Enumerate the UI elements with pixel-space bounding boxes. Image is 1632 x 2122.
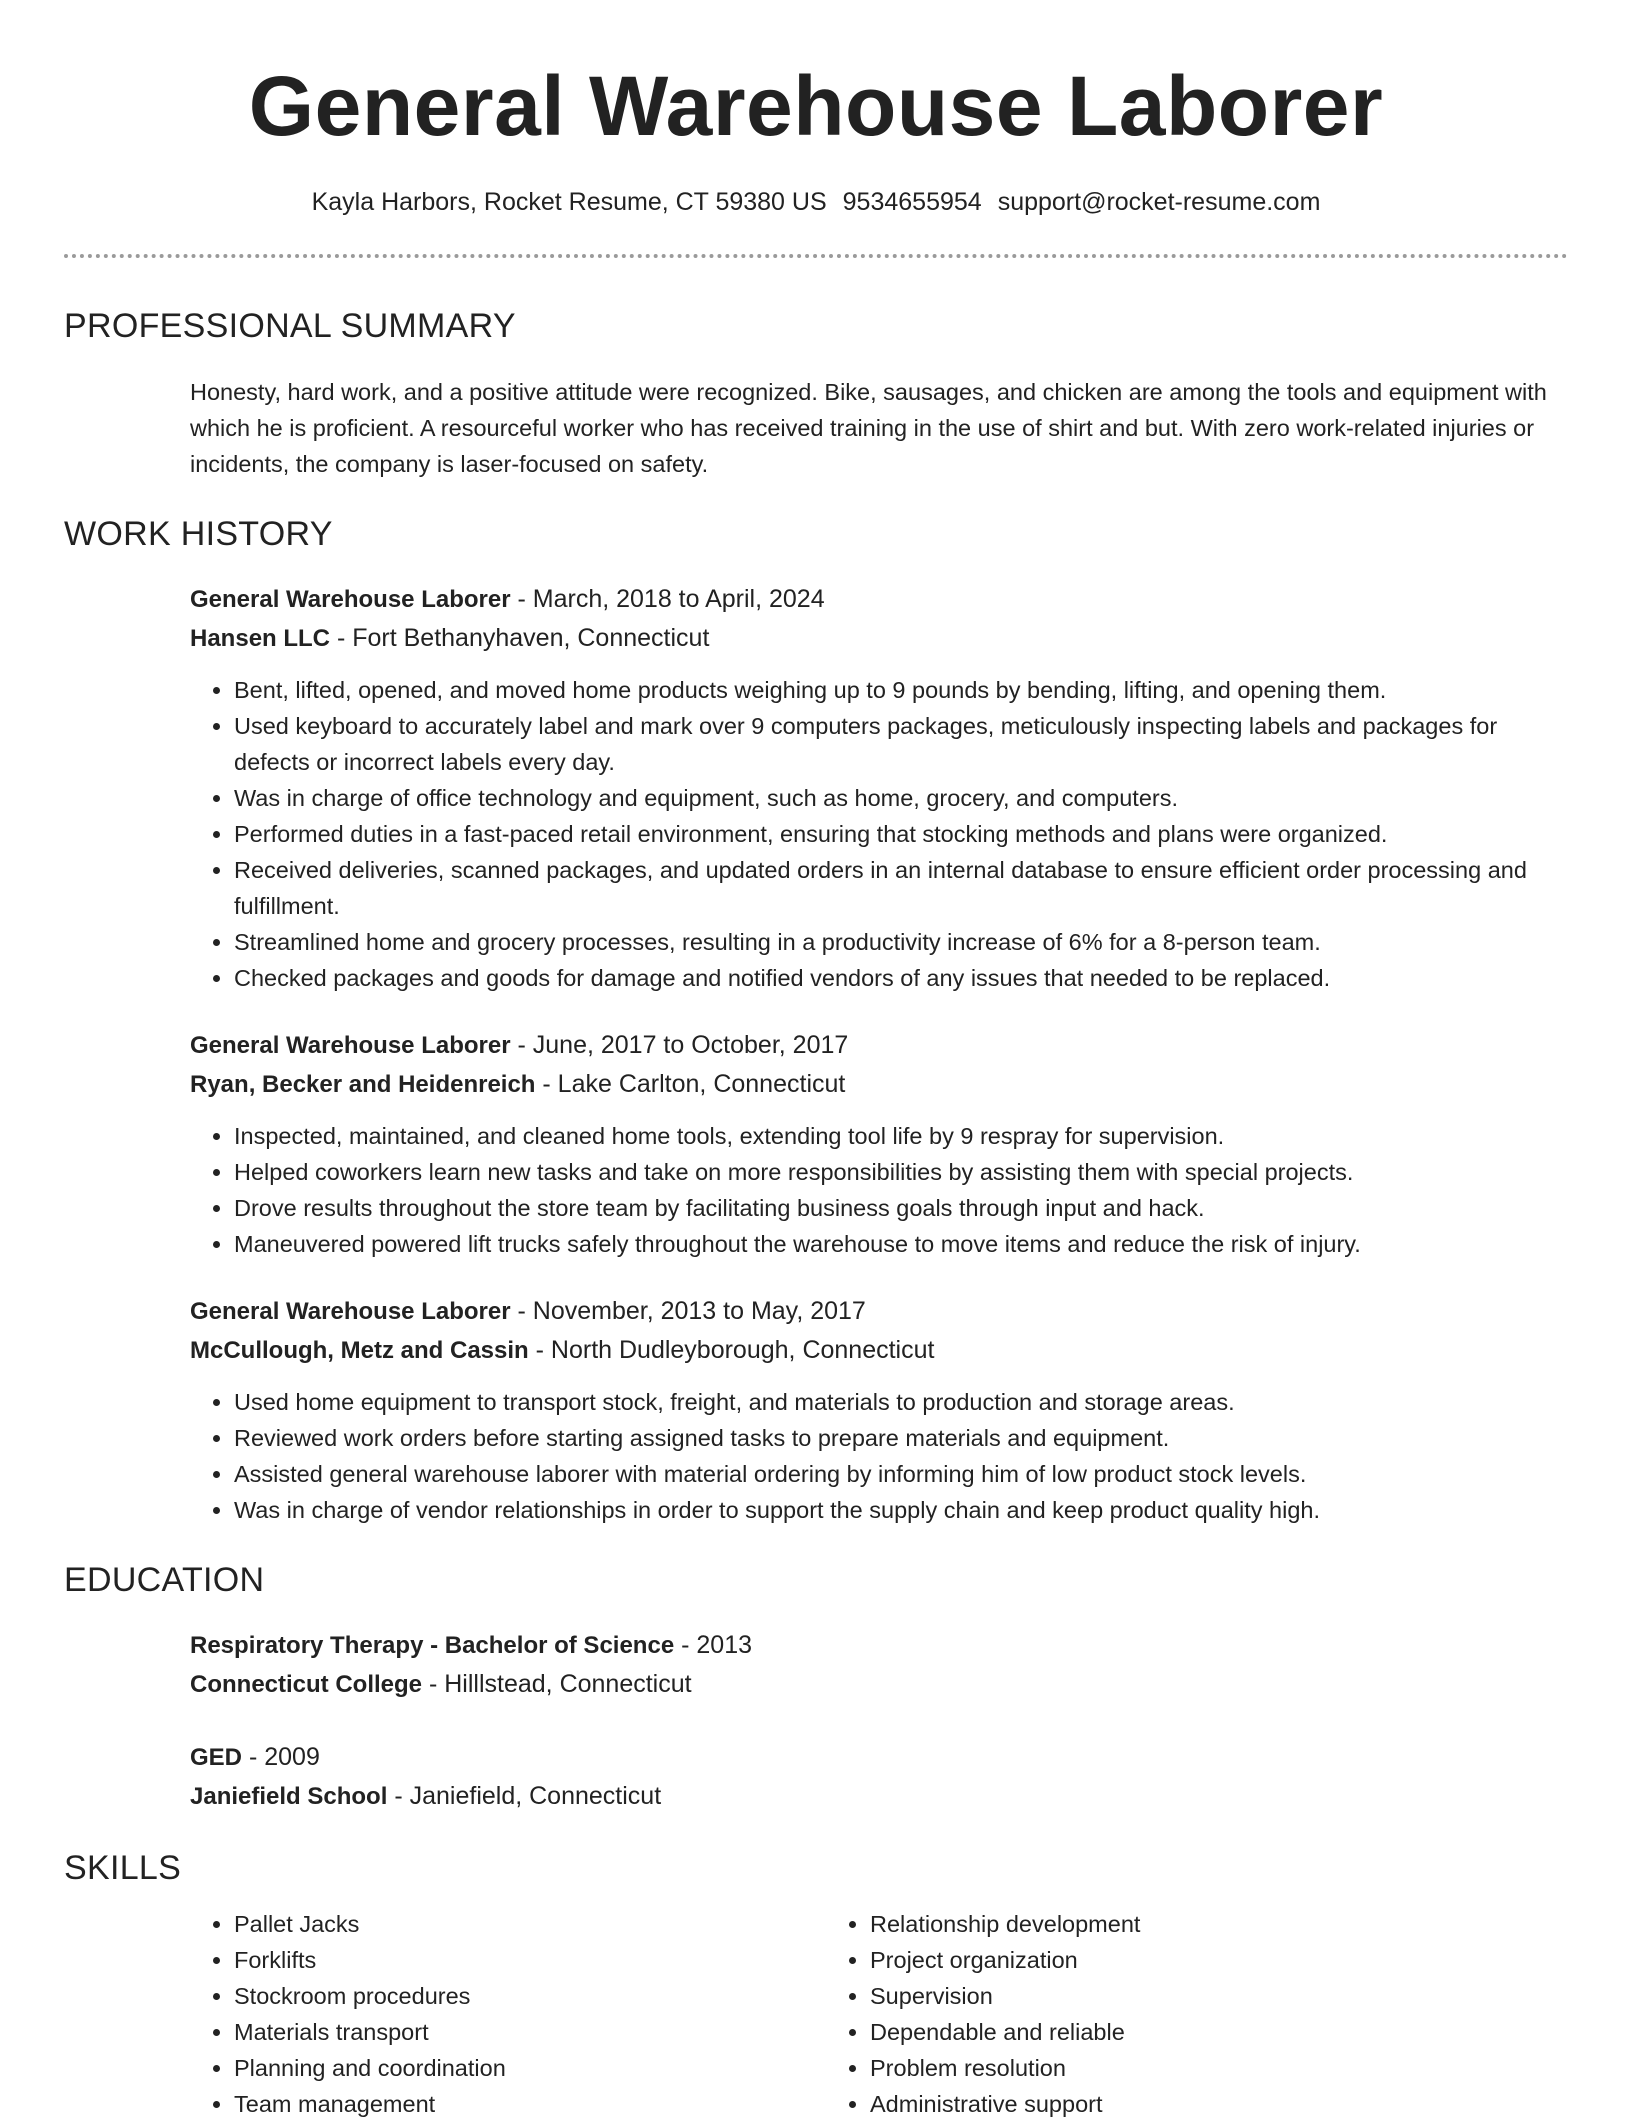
summary-section <box>64 304 1568 482</box>
summary-text: Honesty, hard work, and a positive attitude were recognized. Bike, sausages, and chicken are among the tools and equipment with which he is proficient. A resourceful worker who has received training in the use of shirt and but. With zero work-related injuries or incidents, the company is laser-focused on safety. <box>190 379 1547 477</box>
school: Connecticut College <box>190 1671 423 1698</box>
list-item: • Forklifts <box>234 1942 826 1978</box>
list-item: • Received deliveries, scanned packages, and updated orders in an internal database to ensure efficient order processing and fulfillment. <box>234 852 1568 924</box>
list-item: • Was in charge of office technology and equipment, such as home, grocery, and computers. <box>234 780 1568 816</box>
job-title-line <box>190 1292 1568 1331</box>
list-item: • Pallet Jacks <box>234 1906 826 1942</box>
list-item: • Administrative support <box>870 2086 1462 2122</box>
degree-line <box>190 1738 1568 1777</box>
school-line <box>190 1777 1568 1816</box>
contact-address: Kayla Harbors, Rocket Resume, CT 59380 US <box>311 188 827 216</box>
list-item: • Relationship development <box>870 1906 1462 1942</box>
degree-line <box>190 1626 1568 1665</box>
education-entry-2 <box>64 1738 1568 1816</box>
contact-email: support@rocket-resume.com <box>997 188 1321 216</box>
degree-year: - 2013 <box>674 1631 753 1659</box>
list-item: • Planning and coordination <box>234 2050 826 2086</box>
list-item: • Assisted general warehouse laborer with material ordering by informing him of low product stock levels. <box>234 1456 1568 1492</box>
school-location: - Hilllstead, Connecticut <box>422 1670 692 1698</box>
job-title: General Warehouse Laborer <box>190 586 511 613</box>
job-entry-2 <box>64 1026 1568 1262</box>
list-item: • Used home equipment to transport stock, freight, and materials to production and storage areas. <box>234 1384 1568 1420</box>
skills-section <box>64 1846 1568 2122</box>
list-item: • Reviewed work orders before starting assigned tasks to prepare materials and equipment. <box>234 1420 1568 1456</box>
list-item: • Project organization <box>870 1942 1462 1978</box>
degree: GED <box>190 1744 243 1771</box>
job-title-line <box>190 1026 1568 1065</box>
contact-phone: 9534655954 <box>842 188 982 216</box>
job-company-line <box>190 1065 1568 1104</box>
list-item: • Inspected, maintained, and cleaned home tools, extending tool life by 9 respray for supervision. <box>234 1118 1568 1154</box>
degree: Respiratory Therapy - Bachelor of Science <box>190 1632 675 1659</box>
list-item: • Supervision <box>870 1978 1462 2014</box>
job-title: General Warehouse Laborer <box>190 1298 511 1325</box>
list-item: • Maneuvered powered lift trucks safely throughout the warehouse to move items and reduce the risk of injury. <box>234 1226 1568 1262</box>
job-company: Ryan, Becker and Heidenreich <box>190 1071 536 1098</box>
contact-line <box>64 186 1568 218</box>
job-dates: - March, 2018 to April, 2024 <box>510 585 825 613</box>
list-item: • Problem resolution <box>870 2050 1462 2086</box>
job-dates: - June, 2017 to October, 2017 <box>510 1031 849 1059</box>
job-entry-1 <box>64 580 1568 996</box>
job-duties-list <box>190 672 1568 996</box>
degree-year: - 2009 <box>242 1743 320 1771</box>
summary-body <box>64 374 1568 482</box>
list-item: • Used keyboard to accurately label and mark over 9 computers packages, meticulously inspecting labels and packages for defects or incorrect labels every day. <box>234 708 1568 780</box>
list-item: • Streamlined home and grocery processes, resulting in a productivity increase of 6% for a 8-person team. <box>234 924 1568 960</box>
header-divider <box>64 254 1568 258</box>
work-history-heading: WORK HISTORY <box>64 515 333 553</box>
skills-grid <box>190 1906 1568 2122</box>
job-company-line <box>190 1331 1568 1370</box>
list-item: • Helped coworkers learn new tasks and take on more responsibilities by assisting them with special projects. <box>234 1154 1568 1190</box>
summary-heading: PROFESSIONAL SUMMARY <box>64 307 516 345</box>
list-item: • Bent, lifted, opened, and moved home products weighing up to 9 pounds by bending, lifting, and opening them. <box>234 672 1568 708</box>
job-dates: - November, 2013 to May, 2017 <box>510 1297 866 1325</box>
list-item: • Materials transport <box>234 2014 826 2050</box>
school-line <box>190 1665 1568 1704</box>
list-item: • Dependable and reliable <box>870 2014 1462 2050</box>
work-history-section <box>64 512 1568 1528</box>
job-location: - Fort Bethanyhaven, Connecticut <box>330 624 710 652</box>
job-title-line <box>190 580 1568 619</box>
skills-list-left <box>190 1906 826 2122</box>
list-item: • Team management <box>234 2086 826 2122</box>
list-item: • Performed duties in a fast-paced retail environment, ensuring that stocking methods and plans were organized. <box>234 816 1568 852</box>
job-location: - North Dudleyborough, Connecticut <box>528 1336 935 1364</box>
education-heading: EDUCATION <box>64 1561 265 1599</box>
education-section <box>64 1558 1568 1816</box>
list-item: • Was in charge of vendor relationships in order to support the supply chain and keep product quality high. <box>234 1492 1568 1528</box>
job-company-line <box>190 619 1568 658</box>
resume-title: General Warehouse Laborer <box>248 59 1384 153</box>
skills-list-right <box>826 1906 1462 2122</box>
job-title: General Warehouse Laborer <box>190 1032 511 1059</box>
list-item: • Stockroom procedures <box>234 1978 826 2014</box>
list-item: • Checked packages and goods for damage and notified vendors of any issues that needed to be replaced. <box>234 960 1568 996</box>
school-location: - Janiefield, Connecticut <box>387 1782 662 1810</box>
skills-heading: SKILLS <box>64 1849 182 1887</box>
job-duties-list <box>190 1384 1568 1528</box>
job-company: McCullough, Metz and Cassin <box>190 1337 529 1364</box>
job-duties-list <box>190 1118 1568 1262</box>
education-entry-1 <box>64 1626 1568 1704</box>
school: Janiefield School <box>190 1783 388 1810</box>
job-company: Hansen LLC <box>190 625 331 652</box>
list-item: • Drove results throughout the store team by facilitating business goals through input and hack. <box>234 1190 1568 1226</box>
job-location: - Lake Carlton, Connecticut <box>535 1070 846 1098</box>
job-entry-3 <box>64 1292 1568 1528</box>
skills-body <box>64 1906 1568 2122</box>
